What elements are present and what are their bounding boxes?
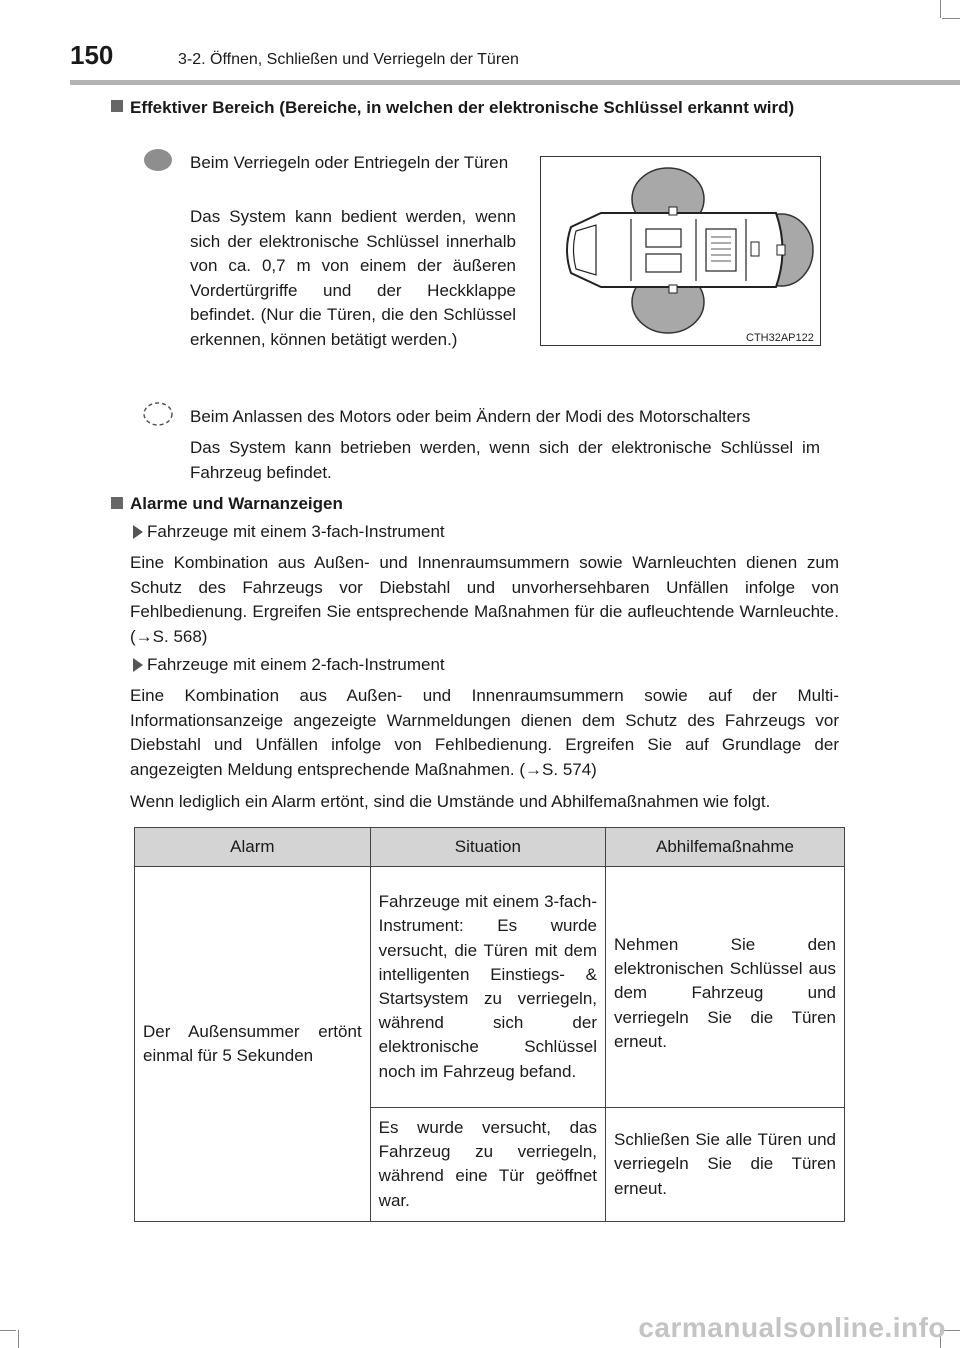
table-header-row xyxy=(135,828,845,867)
alarm-table xyxy=(134,827,845,1222)
alarm-para1: Eine Kombination aus Außen- und Innenraumsummern sowie Warnleuchten dienen zum Schutz des Fahrzeugs vor Diebstahl und unvorhersehbaren Unfällen infolge von Fehlbedienung. Ergreifen Sie entsprechende Maßnahmen für die aufleuchtende Warnleuchte. (→S. 568) xyxy=(130,553,839,646)
alarm-heading: Alarme und Warnanzeigen xyxy=(130,494,343,513)
crop-mark xyxy=(18,1330,19,1348)
situation-cell: Fahrzeuge mit einem 3-fach-Instrument: Es wurde versucht, die Türen mit dem intelligenten Einstiegs- & Startsystem zu verriegeln, während sich der elektronische Schlüssel noch im Fahrzeug befand. xyxy=(370,867,605,1108)
item2-text: Das System kann betrieben werden, wenn sich der elektronische Schlüssel im Fahrzeug befindet. xyxy=(190,438,820,482)
arrow-right-icon xyxy=(133,658,143,672)
car-top-view-illustration xyxy=(541,157,820,345)
alarm-cell: Der Außensummer ertönt einmal für 5 Sekunden xyxy=(135,867,371,1222)
th-alarm: Alarm xyxy=(135,828,371,867)
table-row xyxy=(135,867,845,1108)
car-figure xyxy=(540,156,821,346)
chapter-title: 3-2. Öffnen, Schließen und Verriegeln der Türen xyxy=(178,51,519,68)
section-square-icon xyxy=(111,100,123,112)
alarm-sub2: Fahrzeuge mit einem 2-fach-Instrument xyxy=(147,655,445,674)
th-situation: Situation xyxy=(370,828,605,867)
crop-mark xyxy=(942,18,960,19)
header-rule xyxy=(70,80,960,85)
situation-cell: Es wurde versucht, das Fahrzeug zu verriegeln, während eine Tür geöffnet war. xyxy=(370,1108,605,1222)
alarm-sub1: Fahrzeuge mit einem 3-fach-Instrument xyxy=(147,522,445,541)
zone-dashed-icon xyxy=(143,401,173,427)
arrow-right-icon xyxy=(133,525,143,539)
section-square-icon xyxy=(111,497,123,509)
zone-solid-icon xyxy=(143,147,173,173)
range-heading: Effektiver Bereich (Bereiche, in welchen der elektronische Schlüssel erkannt wird) xyxy=(130,98,795,117)
th-remedy: Abhilfemaßnahme xyxy=(606,828,845,867)
crop-mark xyxy=(940,0,941,18)
remedy-cell: Schließen Sie alle Türen und verriegeln Sie die Türen erneut. xyxy=(606,1108,845,1222)
figure-code: CTH32AP122 xyxy=(746,332,814,344)
item1-title: Beim Verriegeln oder Entriegeln der Türen xyxy=(190,153,509,172)
item2-title: Beim Anlassen des Motors oder beim Ändern der Modi des Motorschalters xyxy=(190,407,751,426)
watermark: carmanualsonline.info xyxy=(638,1312,946,1343)
item1-text: Das System kann bedient werden, wenn sich der elektronische Schlüssel innerhalb von ca. 0,7 m von einem der äußeren Vordertürgriffe und der Heckklappe befindet. (Nur die Türen, die den Schlüssel erkennen, können betätigt werden.) xyxy=(190,207,516,349)
page-number: 150 xyxy=(70,40,114,70)
alarm-para3: Wenn lediglich ein Alarm ertönt, sind die Umstände und Abhilfemaßnahmen wie folgt. xyxy=(130,792,771,811)
alarm-para2: Eine Kombination aus Außen- und Innenraumsummern sowie auf der Multi-Informationsanzeige angezeigte Warnmeldungen dienen dem Schutz des Fahrzeugs vor Diebstahl und Unfällen infolge von Fehlbedienung. Ergreifen Sie auf Grundlage der angezeigten Meldung entsprechende Maßnahmen. (→S. 574) xyxy=(130,686,839,779)
remedy-cell: Nehmen Sie den elektronischen Schlüssel aus dem Fahrzeug und verriegeln Sie die Türen erneut. xyxy=(606,867,845,1108)
crop-mark xyxy=(0,1330,16,1331)
